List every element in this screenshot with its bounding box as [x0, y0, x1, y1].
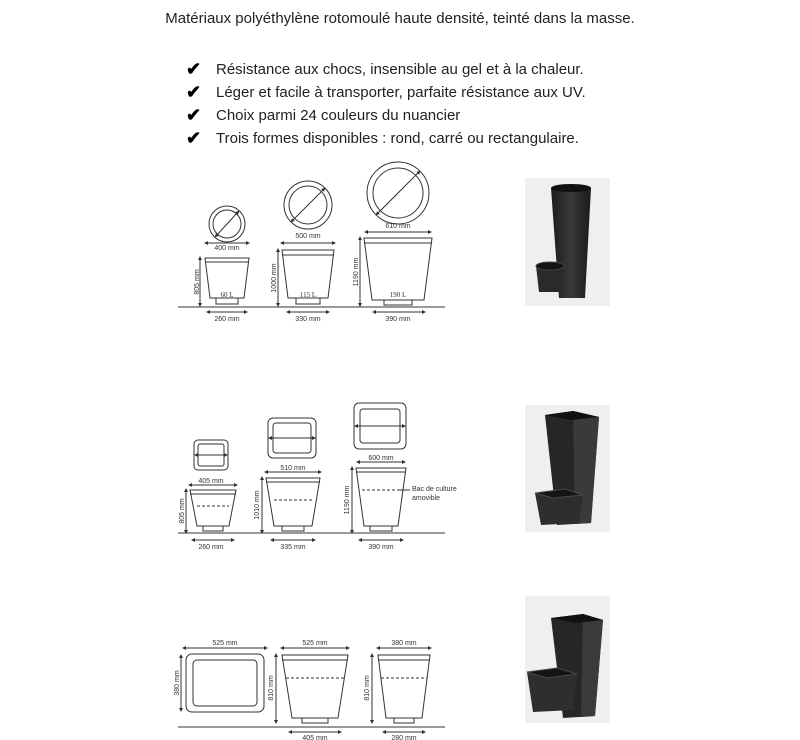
dimension-label: 805 mm: [179, 498, 186, 524]
dimension-label: 1190 mm: [344, 485, 351, 515]
square-pot-large: [352, 403, 410, 540]
feature-text: Léger et facile à transporter, parfaite résistance aux UV.: [216, 84, 586, 101]
dimension-label: 1000 mm: [271, 263, 278, 293]
dimension-label: 525 mm: [212, 640, 238, 647]
dimension-label: 380 mm: [174, 670, 181, 696]
dimension-label: 260 mm: [214, 316, 240, 323]
round-pot-large: [360, 162, 432, 312]
square-pots-drawing: [178, 403, 445, 540]
check-icon: ✔: [186, 82, 202, 102]
rect-pot-top-view: [181, 648, 266, 712]
dimension-label: 610 mm: [385, 223, 411, 230]
dimension-label: 280 mm: [391, 735, 417, 740]
dimension-label: 380 mm: [391, 640, 417, 647]
dimension-label: 260 mm: [198, 544, 224, 551]
round-pot-photo: [525, 178, 610, 306]
dimension-label: 330 mm: [295, 316, 321, 323]
square-pot-photo: [525, 405, 610, 532]
volume-label: 190 L: [389, 291, 407, 299]
feature-text: Résistance aux chocs, insensible au gel et à la chaleur.: [216, 61, 584, 78]
dimension-label: 510 mm: [280, 465, 306, 472]
dimension-label: 805 mm: [194, 269, 201, 295]
insert-label: amovible: [412, 495, 441, 502]
dimension-label: 335 mm: [280, 544, 306, 551]
check-icon: ✔: [186, 105, 202, 125]
dimension-label: 810 mm: [268, 675, 275, 701]
dimension-label: 405 mm: [198, 478, 224, 485]
check-icon: ✔: [186, 128, 202, 148]
insert-label: Bac de culture: [412, 486, 457, 493]
rect-pot-drawing: [178, 648, 445, 732]
feature-text: Trois formes disponibles : rond, carré ou rectangulaire.: [216, 130, 579, 147]
check-icon: ✔: [186, 59, 202, 79]
dimension-label: 400 mm: [214, 245, 240, 252]
dimension-label: 1190 mm: [353, 257, 360, 287]
dimension-label: 1010 mm: [254, 490, 261, 520]
dimension-label: 390 mm: [368, 544, 394, 551]
headline: Matériaux polyéthylène rotomoulé haute densité, teinté dans la masse.: [165, 10, 635, 27]
volume-label: 115 L: [299, 291, 317, 299]
dimension-label: 500 mm: [295, 233, 321, 240]
feature-text: Choix parmi 24 couleurs du nuancier: [216, 107, 461, 124]
dimension-label: 525 mm: [302, 640, 328, 647]
dimension-label: 810 mm: [364, 675, 371, 701]
rect-pot-photo: [525, 596, 610, 723]
dimension-label: 390 mm: [385, 316, 411, 323]
dimension-label: 405 mm: [302, 735, 328, 740]
square-pot-small: [186, 440, 236, 540]
dimension-label: 600 mm: [368, 455, 394, 462]
volume-label: 60 L: [220, 291, 234, 299]
square-pot-medium: [262, 418, 320, 540]
rect-pot-front-view: [276, 648, 348, 732]
rect-pot-side-view: [372, 648, 430, 732]
